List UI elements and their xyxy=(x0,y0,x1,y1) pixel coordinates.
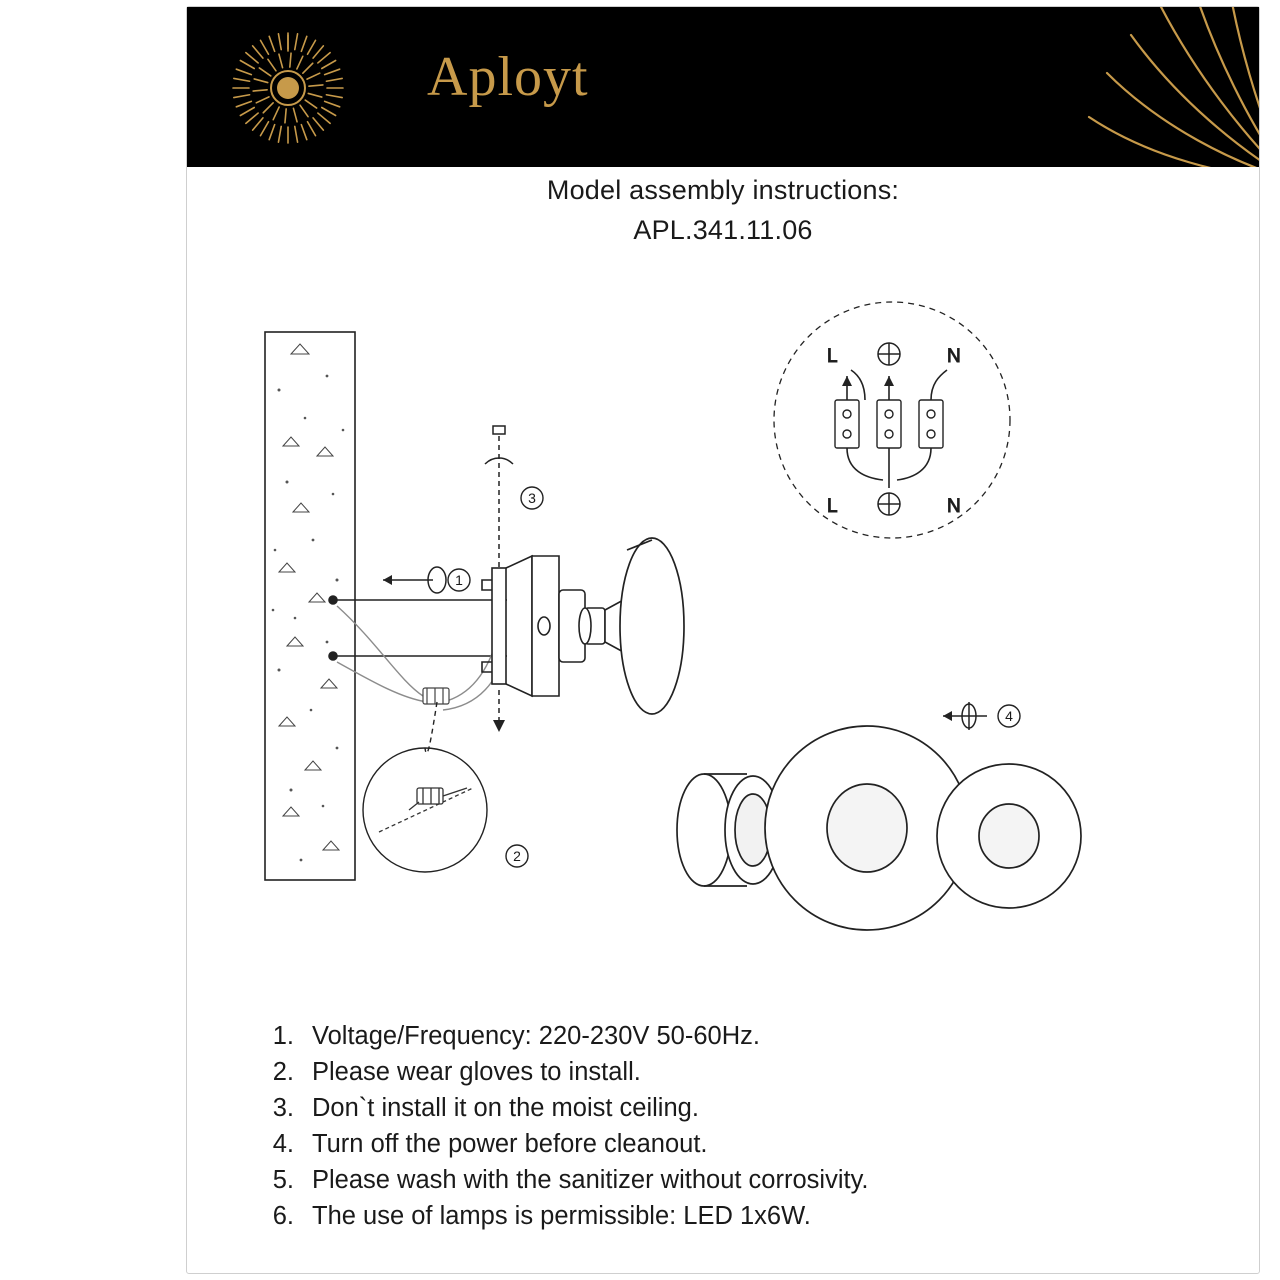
note-text: The use of lamps is permissible: LED 1x6W. xyxy=(312,1202,811,1230)
note-text: Please wash with the sanitizer without corrosivity. xyxy=(312,1166,869,1194)
lamp-front-assembly xyxy=(677,726,1081,930)
step-4-badge xyxy=(998,705,1020,727)
list-item xyxy=(250,1198,1210,1234)
note-number: 1. xyxy=(272,1022,294,1050)
step-1-rotation-arrow xyxy=(383,567,446,593)
terminal-label-top-right: N xyxy=(947,346,961,367)
detail-callout-2 xyxy=(363,702,487,872)
mounting-bracket xyxy=(482,556,532,696)
note-number: 6. xyxy=(272,1202,294,1230)
list-item xyxy=(250,1090,1210,1126)
terminal-label-top-left: L xyxy=(827,346,838,367)
step-1-badge xyxy=(448,569,470,591)
step-3-label: 3 xyxy=(528,490,536,506)
terminal-label-bottom-right: N xyxy=(947,496,961,517)
fan-rays-icon xyxy=(899,7,1259,167)
step-4-rotation-arrow xyxy=(943,702,987,730)
step-2-badge xyxy=(506,845,528,867)
note-text: Turn off the power before cleanout. xyxy=(312,1130,708,1158)
note-text: Please wear gloves to install. xyxy=(312,1058,641,1086)
note-number: 4. xyxy=(272,1130,294,1158)
page-title: Model assembly instructions: xyxy=(546,175,900,205)
step-4-label: 4 xyxy=(1005,708,1013,724)
earth-ground-icon-top xyxy=(878,343,900,365)
header-banner xyxy=(187,7,1259,167)
step-1-label: 1 xyxy=(455,572,463,588)
model-number: APL.341.11.06 xyxy=(633,215,813,245)
wire-connector xyxy=(423,688,449,704)
list-item xyxy=(250,1054,1210,1090)
step-2-label: 2 xyxy=(513,848,521,864)
safety-notes-list xyxy=(250,1018,1210,1234)
ring-shade-side xyxy=(620,538,684,714)
assembly-diagram xyxy=(187,250,1259,960)
terminal-label-bottom-left: L xyxy=(827,496,838,517)
title-block xyxy=(187,175,1259,246)
concrete-wall xyxy=(265,332,355,880)
list-item xyxy=(250,1162,1210,1198)
sunburst-logo-icon xyxy=(229,29,347,147)
note-text: Voltage/Frequency: 220-230V 50-60Hz. xyxy=(312,1022,760,1050)
step-3-badge xyxy=(521,487,543,509)
note-number: 3. xyxy=(272,1094,294,1122)
note-number: 2. xyxy=(272,1058,294,1086)
list-item xyxy=(250,1018,1210,1054)
note-number: 5. xyxy=(272,1166,294,1194)
wiring-diagram xyxy=(774,302,1010,538)
note-text: Don`t install it on the moist ceiling. xyxy=(312,1094,699,1122)
list-item xyxy=(250,1126,1210,1162)
brand-wordmark: Aployt xyxy=(427,46,589,108)
earth-ground-icon-bottom xyxy=(878,493,900,515)
lamp-body xyxy=(532,556,627,696)
